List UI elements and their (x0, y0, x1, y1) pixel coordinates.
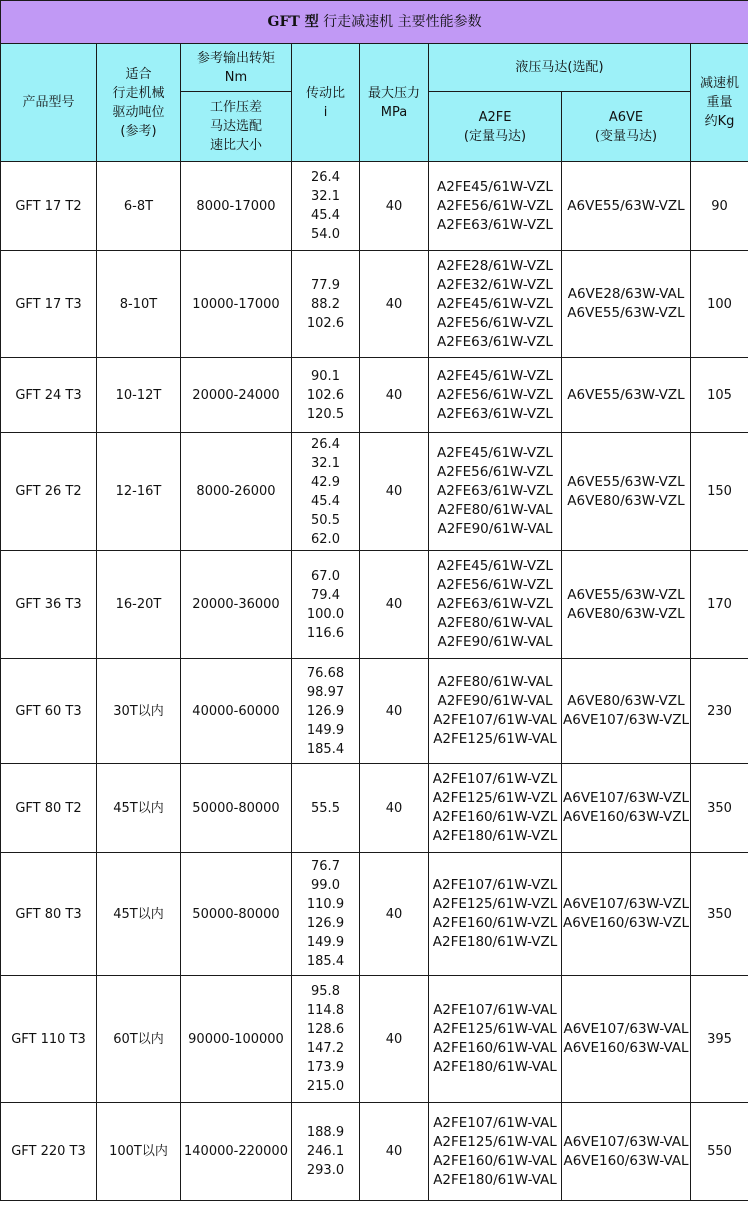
cell-a2fe (429, 976, 562, 1103)
cell-torque: 8000-26000 (181, 433, 292, 551)
cell-ratios-line: 45.4 (311, 493, 340, 509)
cell-tonnage: 45T以内 (97, 764, 181, 853)
cell-a6ve (562, 764, 691, 853)
cell-a2fe-line: A2FE80/61W-VAL (437, 502, 553, 518)
cell-a6ve-line: A6VE160/63W-VAL (563, 1040, 689, 1056)
cell-a6ve (562, 659, 691, 764)
cell-a2fe (429, 853, 562, 976)
cell-a6ve (562, 162, 691, 251)
cell-ratios-line: 45.4 (311, 208, 340, 223)
cell-a6ve-line: A6VE107/63W-VZL (563, 712, 689, 728)
cell-a6ve-line: A6VE107/63W-VAL (563, 1133, 689, 1150)
table-row (1, 551, 748, 659)
cell-tonnage: 12-16T (97, 433, 181, 551)
cell-a2fe-line: A2FE107/61W-VAL (433, 1002, 557, 1018)
cell-model: GFT 17 T3 (1, 251, 97, 358)
cell-a2fe (429, 764, 562, 853)
cell-a6ve-line: A6VE160/63W-VAL (563, 1152, 689, 1169)
cell-ratios-line: 293.0 (306, 1163, 345, 1178)
header-a2fe-line: (定量马达) (463, 128, 527, 144)
cell-a2fe-line: A2FE63/61W-VZL (437, 596, 553, 612)
cell-ratios-line: 188.9 (306, 1125, 345, 1140)
cell-ratios-line: 114.8 (306, 1003, 345, 1018)
cell-ratios-line: 62.0 (311, 531, 340, 547)
cell-pressure: 40 (360, 853, 429, 976)
cell-a6ve (562, 358, 691, 433)
cell-a6ve-line: A6VE28/63W-VAL (567, 286, 685, 302)
cell-a6ve-line: A6VE80/63W-VZL (567, 605, 685, 622)
cell-a6ve-line: A6VE107/63W-VZL (563, 790, 689, 806)
cell-pressure: 40 (360, 976, 429, 1103)
cell-a2fe-line: A2FE56/61W-VZL (437, 386, 553, 403)
cell-weight: 395 (691, 976, 748, 1103)
cell-tonnage: 6-8T (97, 162, 181, 251)
cell-ratios-line: 50.5 (311, 512, 340, 528)
table-row (1, 976, 748, 1103)
cell-ratios (292, 764, 360, 853)
header-torque (181, 44, 292, 92)
cell-pressure: 40 (360, 659, 429, 764)
cell-torque: 20000-36000 (181, 551, 292, 659)
cell-ratios-line: 67.0 (311, 568, 340, 584)
cell-pressure: 40 (360, 764, 429, 853)
cell-a2fe-line: A2FE45/61W-VZL (437, 445, 553, 461)
cell-a2fe-line: A2FE180/61W-VZL (432, 828, 558, 844)
table-row (1, 358, 748, 433)
cell-pressure: 40 (360, 433, 429, 551)
header-ratio (292, 44, 360, 162)
cell-ratios-line: 246.1 (306, 1144, 345, 1159)
header-tonnage (97, 44, 181, 162)
cell-weight: 90 (691, 162, 748, 251)
header-pressure-line: 最大压力 (367, 85, 420, 101)
cell-ratios (292, 853, 360, 976)
cell-model: GFT 220 T3 (1, 1103, 97, 1201)
cell-a2fe (429, 162, 562, 251)
cell-ratios-line: 128.6 (306, 1022, 345, 1037)
cell-torque: 40000-60000 (181, 659, 292, 764)
cell-torque: 140000-220000 (181, 1103, 292, 1201)
header-torque-line: 参考输出转矩 (196, 50, 275, 66)
cell-a6ve (562, 433, 691, 551)
cell-a2fe-line: A2FE160/61W-VAL (433, 1040, 557, 1056)
cell-model: GFT 60 T3 (1, 659, 97, 764)
table-row (1, 764, 748, 853)
cell-ratios-line: 95.8 (311, 984, 340, 999)
cell-model: GFT 17 T2 (1, 162, 97, 251)
cell-ratios-line: 26.4 (311, 436, 340, 452)
cell-ratios (292, 162, 360, 251)
cell-a2fe-line: A2FE160/61W-VZL (432, 915, 558, 931)
cell-a6ve (562, 853, 691, 976)
cell-a6ve (562, 251, 691, 358)
cell-a2fe-line: A2FE80/61W-VAL (437, 674, 553, 690)
cell-ratios-line: 88.2 (311, 296, 340, 312)
table-title (1, 1, 748, 44)
cell-ratios-line: 126.9 (306, 916, 345, 931)
cell-ratios (292, 976, 360, 1103)
cell-ratios-line: 26.4 (311, 170, 340, 185)
cell-ratios-line: 149.9 (306, 935, 345, 950)
cell-pressure: 40 (360, 1103, 429, 1201)
cell-a2fe (429, 251, 562, 358)
cell-a2fe-line: A2FE45/61W-VZL (437, 295, 553, 312)
header-ratio-line: 传动比 (305, 85, 345, 101)
cell-a6ve-line: A6VE55/63W-VZL (567, 586, 685, 603)
cell-a6ve-line: A6VE80/63W-VZL (567, 693, 685, 709)
cell-ratios-line: 110.9 (306, 897, 345, 912)
cell-ratios-line: 147.2 (306, 1041, 345, 1056)
header-torque-sub-line: 马达选配 (209, 119, 262, 134)
cell-torque: 50000-80000 (181, 853, 292, 976)
cell-tonnage: 100T以内 (97, 1103, 181, 1201)
title-text: 行走减速机 主要性能参数 (323, 13, 482, 30)
cell-a6ve-line: A6VE55/63W-VZL (567, 386, 685, 403)
cell-pressure: 40 (360, 251, 429, 358)
cell-ratios-line: 42.9 (311, 474, 340, 490)
cell-a2fe-line: A2FE63/61W-VZL (437, 405, 553, 422)
cell-a2fe-line: A2FE56/61W-VZL (437, 464, 553, 480)
header-a6ve-line: (变量马达) (594, 128, 658, 144)
cell-a2fe-line: A2FE107/61W-VAL (433, 712, 557, 728)
cell-a2fe (429, 358, 562, 433)
cell-a2fe-line: A2FE125/61W-VAL (433, 1021, 557, 1037)
cell-tonnage: 60T以内 (97, 976, 181, 1103)
cell-ratios-line: 173.9 (306, 1060, 345, 1075)
cell-a2fe-line: A2FE63/61W-VZL (437, 216, 553, 233)
cell-model: GFT 26 T2 (1, 433, 97, 551)
cell-a2fe-line: A2FE180/61W-VAL (433, 1059, 557, 1075)
spec-table-body (1, 162, 748, 1201)
header-weight-line: 约Kg (704, 114, 735, 129)
cell-a6ve (562, 1103, 691, 1201)
cell-ratios-line: 98.97 (306, 684, 345, 700)
header-weight (691, 44, 748, 162)
cell-ratios-line: 76.68 (306, 665, 345, 681)
cell-a2fe-line: A2FE125/61W-VZL (432, 896, 558, 912)
table-row (1, 162, 748, 251)
header-ratio-line: i (323, 104, 328, 120)
header-a2fe-line: A2FE (478, 109, 512, 125)
cell-a2fe-line: A2FE56/61W-VZL (437, 314, 553, 331)
cell-ratios-line: 120.5 (306, 406, 345, 422)
cell-a2fe-line: A2FE125/61W-VZL (432, 790, 558, 806)
cell-a2fe (429, 1103, 562, 1201)
cell-ratios-line: 77.9 (311, 277, 340, 293)
cell-ratios (292, 1103, 360, 1201)
cell-weight: 550 (691, 1103, 748, 1201)
cell-weight: 150 (691, 433, 748, 551)
cell-ratios (292, 358, 360, 433)
cell-a2fe-line: A2FE125/61W-VAL (433, 1133, 557, 1150)
cell-a2fe-line: A2FE63/61W-VZL (437, 483, 553, 499)
cell-ratios-line: 55.5 (311, 800, 340, 816)
cell-weight: 350 (691, 853, 748, 976)
cell-pressure: 40 (360, 358, 429, 433)
cell-ratios-line: 76.7 (311, 859, 340, 874)
header-pressure (360, 44, 429, 162)
header-weight-line: 重量 (706, 95, 733, 110)
cell-a2fe-line: A2FE160/61W-VZL (432, 809, 558, 825)
cell-torque: 8000-17000 (181, 162, 292, 251)
cell-a2fe-line: A2FE90/61W-VAL (437, 634, 553, 650)
cell-a2fe-line: A2FE45/61W-VZL (437, 178, 553, 195)
header-torque-sub (181, 92, 292, 162)
cell-ratios-line: 79.4 (311, 587, 340, 603)
table-row (1, 433, 748, 551)
cell-tonnage: 8-10T (97, 251, 181, 358)
header-tonnage-line: (参考) (120, 123, 157, 139)
table-row (1, 251, 748, 358)
cell-weight: 230 (691, 659, 748, 764)
cell-a2fe-line: A2FE90/61W-VAL (437, 693, 553, 709)
cell-ratios-line: 126.9 (306, 703, 345, 719)
title-model: GFT 型 (267, 13, 319, 30)
table-row (1, 853, 748, 976)
header-pressure-line: MPa (380, 104, 408, 120)
cell-model: GFT 80 T2 (1, 764, 97, 853)
cell-ratios (292, 659, 360, 764)
cell-weight: 100 (691, 251, 748, 358)
cell-a6ve-line: A6VE80/63W-VZL (567, 492, 685, 509)
cell-a6ve (562, 551, 691, 659)
cell-torque: 10000-17000 (181, 251, 292, 358)
cell-model: GFT 36 T3 (1, 551, 97, 659)
cell-ratios (292, 251, 360, 358)
cell-ratios-line: 149.9 (306, 722, 345, 738)
cell-a2fe-line: A2FE125/61W-VAL (433, 731, 557, 747)
header-tonnage-line: 行走机械 (112, 85, 165, 101)
cell-a6ve-line: A6VE107/63W-VZL (563, 896, 689, 912)
header-torque-sub-line: 速比大小 (209, 138, 262, 153)
cell-a6ve-line: A6VE55/63W-VZL (567, 473, 685, 490)
header-a2fe (429, 92, 562, 162)
cell-ratios-line: 54.0 (311, 227, 340, 242)
cell-pressure: 40 (360, 551, 429, 659)
cell-torque: 50000-80000 (181, 764, 292, 853)
cell-tonnage: 16-20T (97, 551, 181, 659)
cell-a6ve (562, 976, 691, 1103)
cell-torque: 90000-100000 (181, 976, 292, 1103)
cell-a2fe-line: A2FE28/61W-VZL (437, 257, 553, 274)
cell-a2fe (429, 659, 562, 764)
table-row (1, 659, 748, 764)
cell-a6ve-line: A6VE55/63W-VZL (567, 305, 685, 321)
cell-a2fe (429, 433, 562, 551)
cell-a6ve-line: A6VE160/63W-VZL (563, 915, 689, 931)
cell-ratios-line: 32.1 (311, 455, 340, 471)
cell-a2fe-line: A2FE107/61W-VZL (432, 771, 558, 787)
cell-ratios-line: 102.6 (306, 315, 345, 331)
cell-ratios-line: 215.0 (306, 1079, 345, 1094)
header-a6ve-line: A6VE (608, 109, 644, 125)
cell-ratios-line: 185.4 (306, 741, 345, 757)
cell-ratios (292, 433, 360, 551)
cell-weight: 170 (691, 551, 748, 659)
cell-a2fe-line: A2FE90/61W-VAL (437, 521, 553, 537)
header-torque-line: Nm (224, 69, 248, 85)
cell-a2fe-line: A2FE180/61W-VAL (433, 1171, 557, 1188)
cell-a2fe-line: A2FE56/61W-VZL (437, 577, 553, 593)
cell-a2fe-line: A2FE45/61W-VZL (437, 558, 553, 574)
cell-tonnage: 30T以内 (97, 659, 181, 764)
cell-model: GFT 24 T3 (1, 358, 97, 433)
cell-a2fe-line: A2FE56/61W-VZL (437, 197, 553, 214)
cell-weight: 105 (691, 358, 748, 433)
cell-ratios-line: 116.6 (306, 625, 345, 641)
cell-a2fe-line: A2FE160/61W-VAL (433, 1152, 557, 1169)
header-tonnage-line: 适合 (125, 66, 152, 82)
cell-a6ve-line: A6VE55/63W-VZL (567, 197, 685, 214)
cell-a6ve-line: A6VE107/63W-VAL (563, 1021, 689, 1037)
cell-ratios (292, 551, 360, 659)
cell-a2fe (429, 551, 562, 659)
header-motor-group: 液压马达(选配) (429, 44, 691, 92)
header-model: 产品型号 (1, 44, 97, 162)
cell-tonnage: 10-12T (97, 358, 181, 433)
header-torque-sub-line: 工作压差 (209, 100, 262, 115)
cell-ratios-line: 185.4 (306, 954, 345, 969)
header-a6ve (562, 92, 691, 162)
header-tonnage-line: 驱动吨位 (112, 104, 165, 120)
cell-tonnage: 45T以内 (97, 853, 181, 976)
cell-pressure: 40 (360, 162, 429, 251)
table-row (1, 1103, 748, 1201)
cell-a2fe-line: A2FE32/61W-VZL (437, 276, 553, 293)
cell-a2fe-line: A2FE80/61W-VAL (437, 615, 553, 631)
cell-model: GFT 110 T3 (1, 976, 97, 1103)
cell-weight: 350 (691, 764, 748, 853)
cell-a2fe-line: A2FE45/61W-VZL (437, 367, 553, 384)
cell-a2fe-line: A2FE63/61W-VZL (437, 333, 553, 350)
cell-ratios-line: 102.6 (306, 387, 345, 403)
cell-a6ve-line: A6VE160/63W-VZL (563, 809, 689, 825)
header-weight-line: 减速机 (700, 76, 740, 91)
cell-a2fe-line: A2FE107/61W-VAL (433, 1114, 557, 1131)
cell-a2fe-line: A2FE180/61W-VZL (432, 934, 558, 950)
cell-a2fe-line: A2FE107/61W-VZL (432, 877, 558, 893)
cell-ratios-line: 100.0 (306, 606, 345, 622)
cell-ratios-line: 32.1 (311, 189, 340, 204)
cell-ratios-line: 99.0 (311, 878, 340, 893)
cell-torque: 20000-24000 (181, 358, 292, 433)
cell-ratios-line: 90.1 (311, 368, 340, 384)
cell-model: GFT 80 T3 (1, 853, 97, 976)
